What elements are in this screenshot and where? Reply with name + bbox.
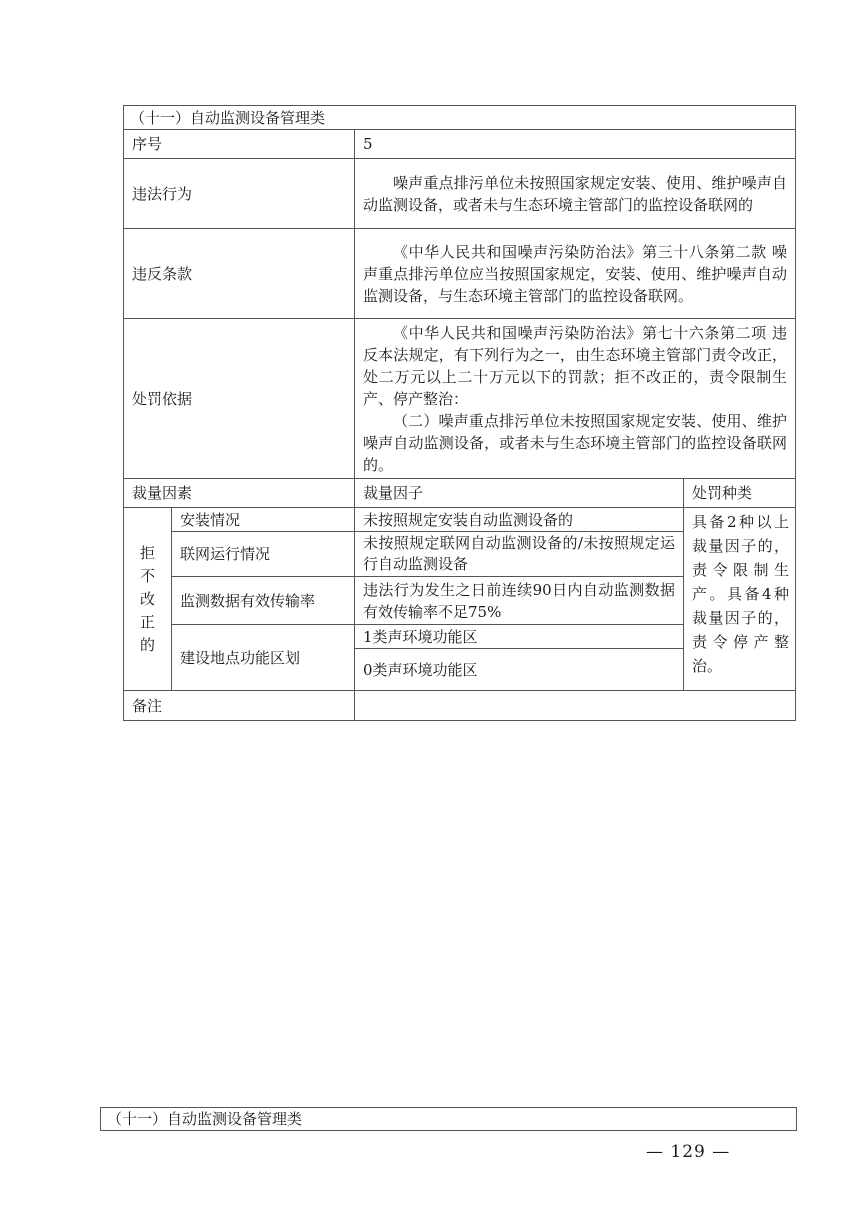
table-title: （十一）自动监测设备管理类 (130, 108, 326, 127)
element-transmission-rate: 监测数据有效传输率 (180, 591, 316, 610)
footer-category: （十一）自动监测设备管理类 (100, 1107, 797, 1131)
violation-label: 违法行为 (132, 184, 193, 203)
penalty-basis-label: 处罚依据 (132, 389, 193, 408)
factor-installation: 未按照规定安装自动监测设备的 (363, 510, 574, 529)
factor-networking: 未按照规定联网自动监测设备的/未按照规定运行自动监测设备 (363, 534, 675, 573)
element-installation: 安装情况 (180, 510, 241, 529)
factor-zone-0: 0类声环境功能区 (363, 660, 478, 679)
remarks-value (355, 691, 795, 720)
element-networking: 联网运行情况 (180, 545, 271, 563)
serial-value: 5 (363, 135, 373, 153)
page-number: — 129 — (646, 1142, 731, 1162)
violation-value: 噪声重点排污单位未按照国家规定安装、使用、维护噪声自动监测设备，或者未与生态环境主管部门的监控设备联网的 (363, 173, 787, 214)
element-zoning: 建设地点功能区划 (180, 648, 301, 667)
factor-zone-1: 1类声环境功能区 (363, 627, 478, 646)
penalty-basis-paragraph: 《中华人民共和国噪声污染防治法》第七十六条第二项 违反本法规定，有下列行为之一，由生态环境主管部门责令改正，处二万元以上二十万元以下的罚款；拒不改正的，责令限制生产、停产整治： (363, 323, 787, 408)
penalty-basis-paragraph: （二）噪声重点排污单位未按照国家规定安装、使用、维护噪声自动监测设备，或者未与生态环境主管部门的监控设备联网的。 (363, 411, 787, 474)
refuse-to-correct-label: 拒 不 改 正 的 (139, 543, 155, 654)
remarks-label: 备注 (132, 696, 163, 715)
header-factor-elements: 裁量因素 (132, 484, 193, 502)
factor-transmission-rate: 违法行为发生之日前连续90日内自动监测数据有效传输率不足75% (363, 580, 675, 621)
serial-label: 序号 (132, 135, 163, 153)
penalty-type-value: 具备2种以上裁量因子的，责令限制生产。具备4种裁量因子的，责令停产整治。 (692, 513, 789, 675)
header-factors: 裁量因子 (363, 484, 424, 502)
header-penalty-type: 处罚种类 (692, 484, 753, 502)
violated-clause-label: 违反条款 (132, 264, 193, 283)
violated-clause-value: 《中华人民共和国噪声污染防治法》第三十八条第二款 噪声重点排污单位应当按照国家规定，安装、使用、维护噪声自动监测设备，与生态环境主管部门的监控设备联网。 (363, 242, 787, 305)
